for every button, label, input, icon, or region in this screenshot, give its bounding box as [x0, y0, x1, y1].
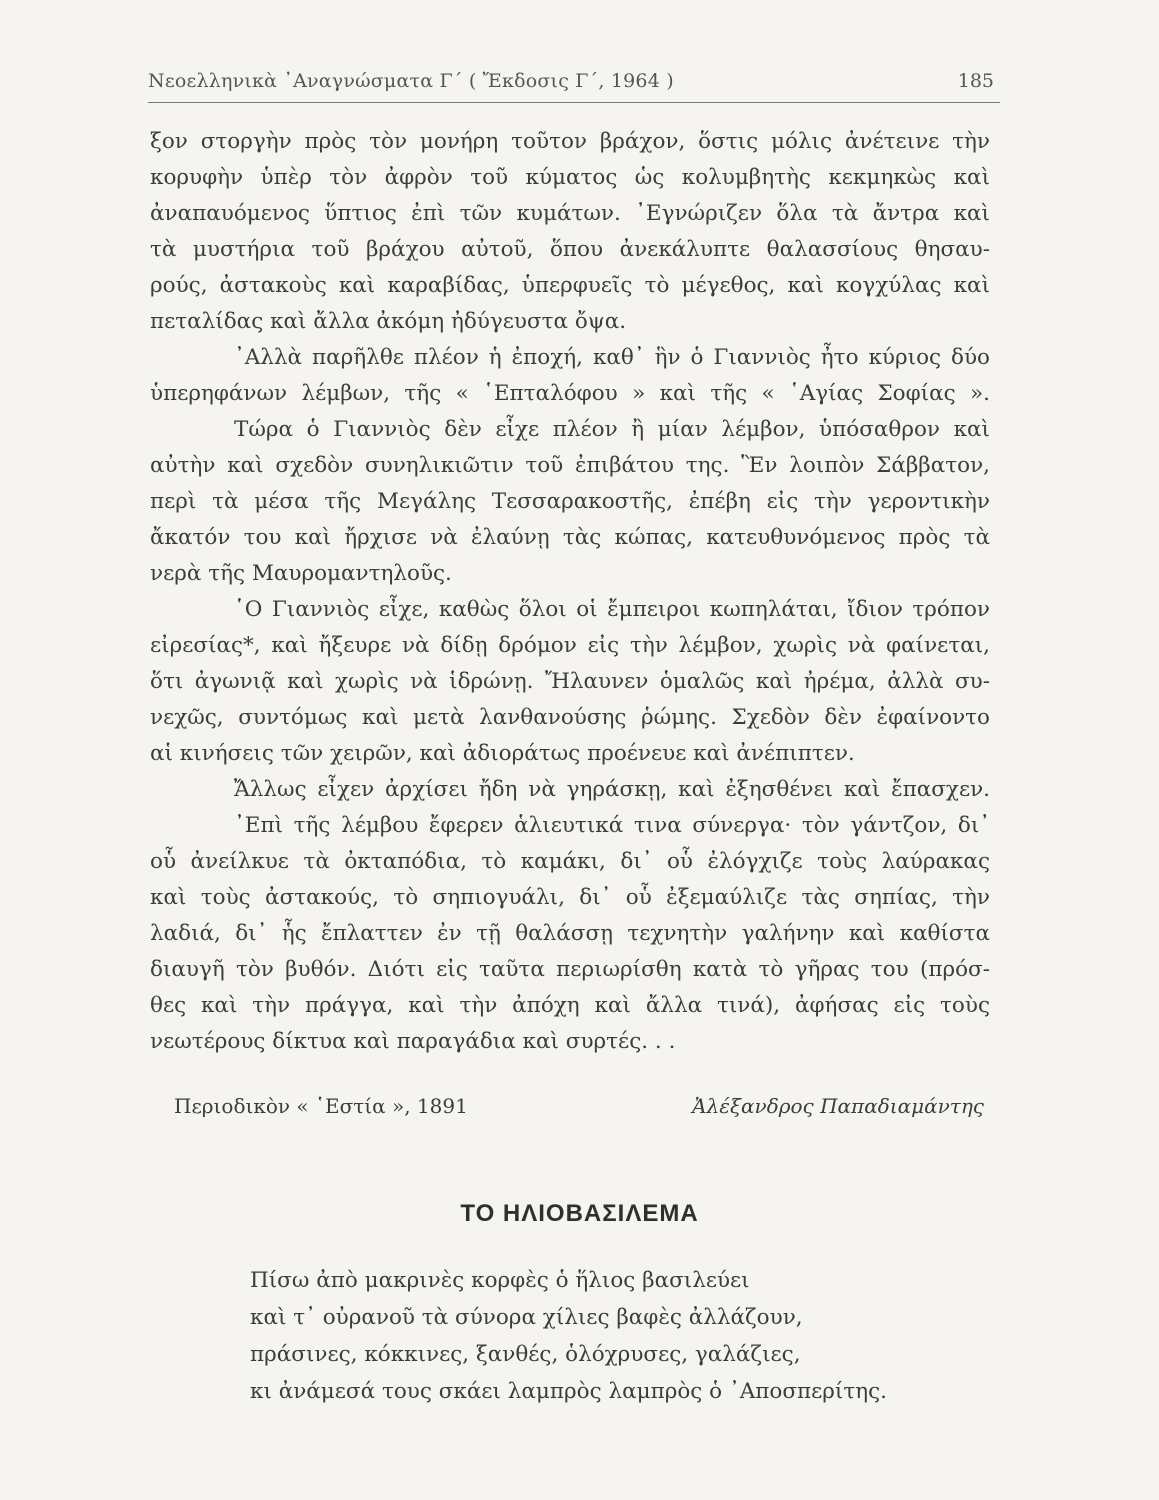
- text-line: αὐτὴν καὶ σχεδὸν συνηλικιῶτιν τοῦ ἐπιβάτου της. Ἓν λοιπὸν Σάββατον,: [150, 453, 990, 478]
- text-line: περὶ τὰ μέσα τῆς Μεγάλης Τεσσαρακοστῆς, ἐπέβη εἰς τὴν γεροντικὴν: [150, 489, 990, 514]
- text-line: Ἄλλως εἶχεν ἀρχίσει ἤδη νὰ γηράσκῃ, καὶ ἐξησθένει καὶ ἔπασχεν.: [234, 777, 990, 802]
- text-line: καὶ τοὺς ἀστακούς, τὸ σηπιογυάλι, δι᾿ οὗ ἐξεμαύλιζε τὰς σηπίας, τὴν: [150, 885, 990, 910]
- text-line: θες καὶ τὴν πράγγα, καὶ τὴν ἀπόχη καὶ ἄλλα τινά), ἀφήσας εἰς τοὺς: [150, 993, 990, 1018]
- text-line: πεταλίδας καὶ ἄλλα ἀκόμη ἠδύγευστα ὄψα.: [150, 309, 627, 334]
- text-line: νεωτέρους δίκτυα καὶ παραγάδια καὶ συρτές. . .: [150, 1029, 676, 1054]
- header-rule: [148, 102, 1000, 103]
- text-line: νερὰ τῆς Μαυρομαντηλοῦς.: [150, 561, 452, 586]
- attribution-author: Ἀλέξανδρος Παπαδιαμάντης: [692, 1094, 984, 1118]
- page-number: 185: [957, 70, 994, 92]
- text-line: ὑπερηφάνων λέμβων, τῆς « ῾Επταλόφου » καὶ τῆς « ῾Αγίας Σοφίας ».: [150, 381, 990, 406]
- text-line: Τώρα ὁ Γιαννιὸς δὲν εἶχε πλέον ἢ μίαν λέμβον, ὑπόσαθρον καὶ: [234, 417, 990, 442]
- text-line: διαυγῆ τὸν βυθόν. Διότι εἰς ταῦτα περιωρίσθη κατὰ τὸ γῆρας του (πρόσ-: [150, 957, 990, 982]
- text-line: ὅτι ἀγωνιᾷ καὶ χωρὶς νὰ ἱδρώνῃ. Ἤλαυνεν ὁμαλῶς καὶ ἠρέμα, ἀλλὰ συ-: [150, 669, 990, 694]
- text-line: ἀναπαυόμενος ὕπτιος ἐπὶ τῶν κυμάτων. ᾿Εγνώριζεν ὅλα τὰ ἄντρα καὶ: [150, 201, 990, 226]
- text-line: λαδιά, δι᾿ ἧς ἔπλαττεν ἐν τῇ θαλάσσῃ τεχνητὴν γαλήνην καὶ καθίστα: [150, 921, 990, 946]
- text-line: αἱ κινήσεις τῶν χειρῶν, καὶ ἀδιοράτως προένευε καὶ ἀνέπιπτεν.: [150, 741, 855, 766]
- attribution: [174, 1094, 984, 1130]
- text-line: νεχῶς, συντόμως καὶ μετὰ λανθανούσης ῥώμης. Σχεδὸν δὲν ἐφαίνοντο: [150, 705, 990, 730]
- poem-body: [250, 1262, 1010, 1410]
- text-line: τὰ μυστήρια τοῦ βράχου αὐτοῦ, ὅπου ἀνεκάλυπτε θαλασσίους θησαυ-: [150, 237, 990, 262]
- poem-line: πράσινες, κόκκινες, ξανθές, ὁλόχρυσες, γαλάζιες,: [250, 1342, 801, 1367]
- text-line: ξον στοργὴν πρὸς τὸν μονήρη τοῦτον βράχον, ὅστις μόλις ἀνέτεινε τὴν: [150, 129, 990, 154]
- poem-line: Πίσω ἀπὸ μακρινὲς κορφὲς ὁ ἥλιος βασιλεύει: [250, 1268, 750, 1293]
- text-line: ρούς, ἀστακοὺς καὶ καραβίδας, ὑπερφυεῖς τὸ μέγεθος, καὶ κογχύλας καὶ: [150, 273, 990, 298]
- attribution-source: Περιοδικὸν « ῾Εστία », 1891: [174, 1094, 468, 1118]
- poem-line: καὶ τ᾿ οὐρανοῦ τὰ σύνορα χίλιες βαφὲς ἀλλάζουν,: [250, 1305, 803, 1330]
- text-line: ᾿Επὶ τῆς λέμβου ἔφερεν ἁλιευτικά τινα σύνεργα· τὸν γάντζον, δι᾿: [234, 813, 990, 838]
- text-line: ᾿Αλλὰ παρῆλθε πλέον ἡ ἐποχή, καθ᾿ ἣν ὁ Γιαννιὸς ἦτο κύριος δύο: [234, 345, 990, 370]
- text-line: ἄκατόν του καὶ ἤρχισε νὰ ἐλαύνῃ τὰς κώπας, κατευθυνόμενος πρὸς τὰ: [150, 525, 990, 550]
- text-line: εἰρεσίας*, καὶ ἤξευρε νὰ δίδῃ δρόμον εἰς τὴν λέμβον, χωρὶς νὰ φαίνεται,: [150, 633, 990, 658]
- poem-title: ΤΟ ΗΛΙΟΒΑΣΙΛΕΜΑ: [460, 1200, 699, 1227]
- running-title: Νεοελληνικὰ ᾿Αναγνώσματα Γ΄ ( Ἔκδοσις Γ΄, 1964 ): [148, 70, 674, 92]
- poem-line: κι ἀνάμεσά τους σκάει λαμπρὸς λαμπρὸς ὁ ᾿Αποσπερίτης.: [250, 1379, 887, 1404]
- text-line: οὗ ἀνείλκυε τὰ ὀκταπόδια, τὸ καμάκι, δι᾿ οὗ ἐλόγχιζε τοὺς λαύρακας: [150, 849, 990, 874]
- page-header: [148, 70, 1000, 104]
- text-line: ῾Ο Γιαννιὸς εἶχε, καθὼς ὅλοι οἱ ἔμπειροι κωπηλάται, ἴδιον τρόπον: [234, 597, 990, 622]
- text-line: κορυφὴν ὑπὲρ τὸν ἀφρὸν τοῦ κύματος ὡς κολυμβητὴς κεκμηκὼς καὶ: [150, 165, 990, 190]
- prose-body: [150, 124, 990, 1060]
